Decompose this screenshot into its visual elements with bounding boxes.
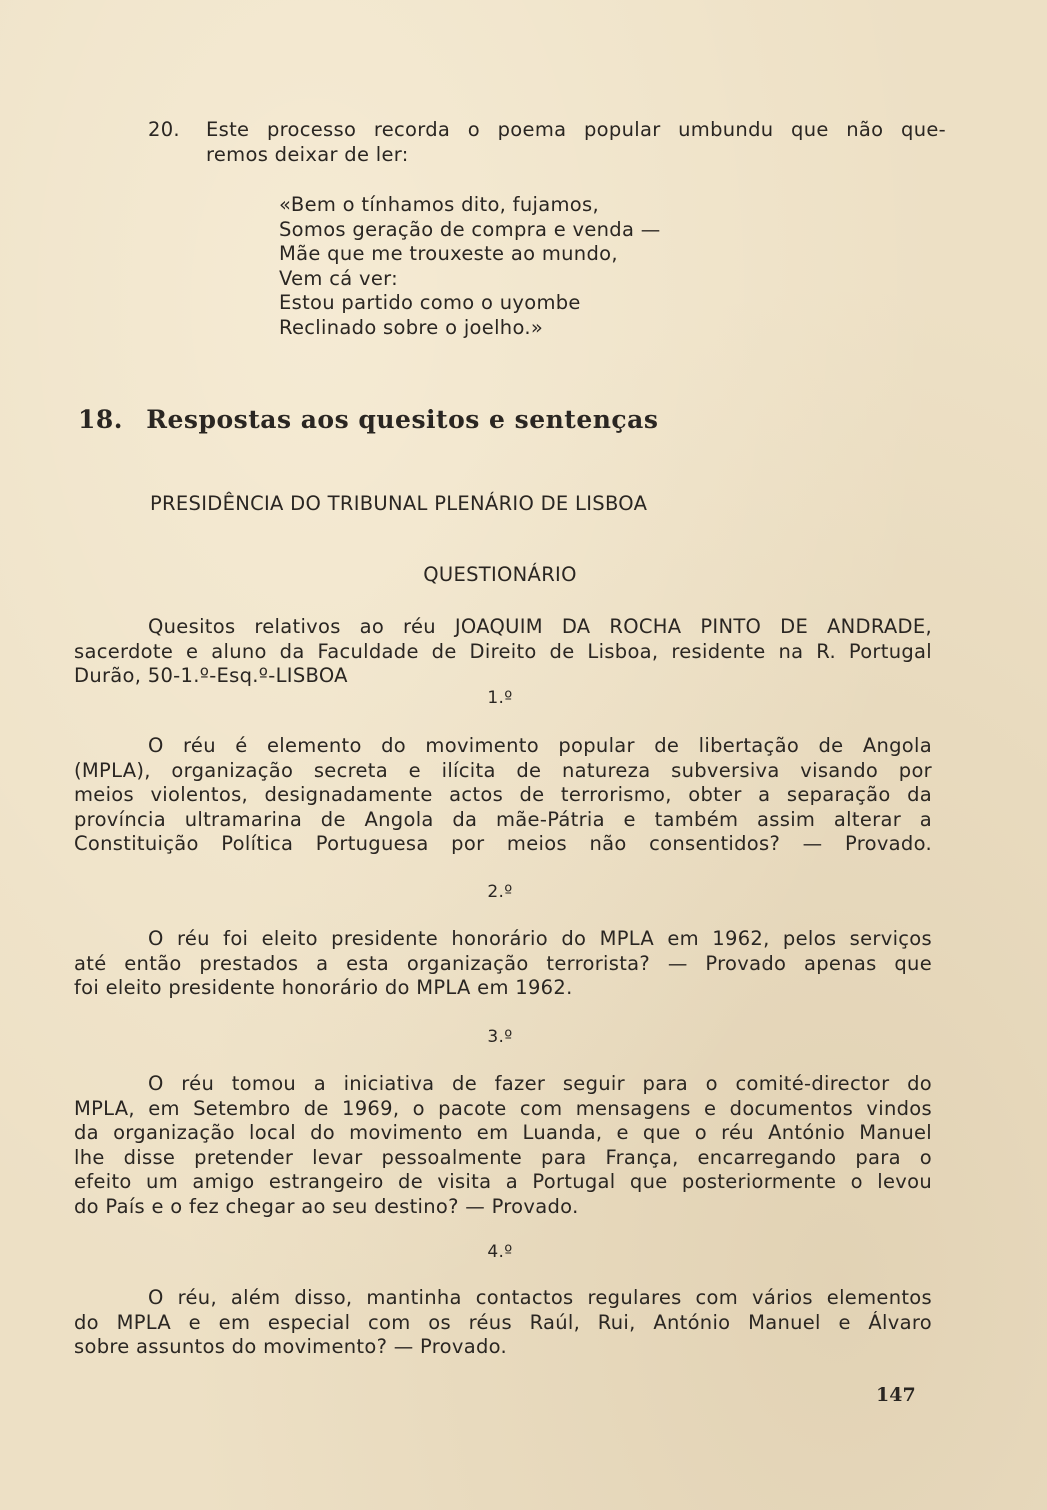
item-paragraph [74, 1286, 932, 1360]
footnote-line: remos deixar de ler: [206, 142, 409, 166]
item-line: foi eleito presidente honorário do MPLA em 1962. [74, 976, 573, 999]
item-line: província ultramarina de Angola da mãe-Pátria e também assim alterar a [74, 807, 932, 831]
poem [279, 193, 799, 340]
poem-line: Vem cá ver: [279, 266, 398, 290]
item-line: O réu foi eleito presidente honorário do MPLA em 1962, pelos serviços [148, 927, 932, 950]
item-line: meios violentos, designadamente actos de terrorismo, obter a separação da [74, 783, 932, 806]
court-header: PRESIDÊNCIA DO TRIBUNAL PLENÁRIO DE LISBOA [150, 492, 648, 515]
item-line: Constituição Política Portuguesa por meios não consentidos? — Provado. [74, 832, 932, 855]
poem-line: Estou partido como o uyombe [279, 291, 581, 314]
item-paragraph [74, 1072, 932, 1219]
questionnaire-title: QUESTIONÁRIO [423, 563, 577, 586]
poem-line: Somos geração de compra e venda — [279, 217, 661, 241]
item-number: 3.º [487, 1027, 513, 1047]
item-line: da organização local do movimento em Luanda, e que o réu António Manuel [74, 1121, 932, 1144]
item-paragraph [74, 927, 932, 1001]
item-line: efeito um amigo estrangeiro de visita a Portugal que posteriormente o levou [74, 1170, 932, 1193]
item-line: do MPLA e em especial com os réus Raúl, Rui, António Manuel e Álvaro [74, 1310, 932, 1334]
item-line: MPLA, em Setembro de 1969, o pacote com mensagens e documentos vindos [74, 1096, 932, 1120]
item-line: O réu tomou a iniciativa de fazer seguir para o comité-director do [148, 1072, 932, 1095]
item-number: 2.º [487, 882, 513, 902]
item-line: lhe disse pretender levar pessoalmente para França, encarregando para o [74, 1145, 932, 1169]
poem-line: Reclinado sobre o joelho.» [279, 315, 544, 339]
page-number: 147 [876, 1384, 916, 1406]
section-number: 18. [78, 405, 123, 434]
poem-line: Mãe que me trouxeste ao mundo, [279, 242, 618, 265]
intro-line: sacerdote e aluno da Faculdade de Direito de Lisboa, residente na R. Portugal [74, 639, 932, 663]
intro-paragraph [74, 615, 932, 689]
intro-line: Quesitos relativos ao réu JOAQUIM DA ROCHA PINTO DE ANDRADE, [148, 615, 932, 638]
item-line: do País e o fez chegar ao seu destino? — Provado. [74, 1194, 579, 1218]
footnote-number: 20. [148, 118, 180, 141]
item-line: O réu é elemento do movimento popular de libertação de Angola [148, 734, 932, 757]
item-number: 4.º [487, 1242, 513, 1262]
item-line: até então prestados a esta organização terrorista? — Provado apenas que [74, 951, 932, 975]
item-number: 1.º [487, 688, 513, 708]
footnote-text [206, 118, 946, 167]
footnote-line: Este processo recorda o poema popular umbundu que não que- [206, 118, 946, 141]
item-line: O réu, além disso, mantinha contactos regulares com vários elementos [148, 1286, 932, 1309]
section-heading [78, 405, 658, 434]
intro-line: Durão, 50-1.º-Esq.º-LISBOA [74, 664, 348, 687]
section-title: Respostas aos quesitos e sentenças [146, 405, 659, 434]
item-line: sobre assuntos do movimento? — Provado. [74, 1335, 508, 1358]
item-paragraph [74, 734, 932, 857]
poem-line: «Bem o tínhamos dito, fujamos, [279, 193, 599, 216]
item-line: (MPLA), organização secreta e ilícita de natureza subversiva visando por [74, 758, 932, 782]
